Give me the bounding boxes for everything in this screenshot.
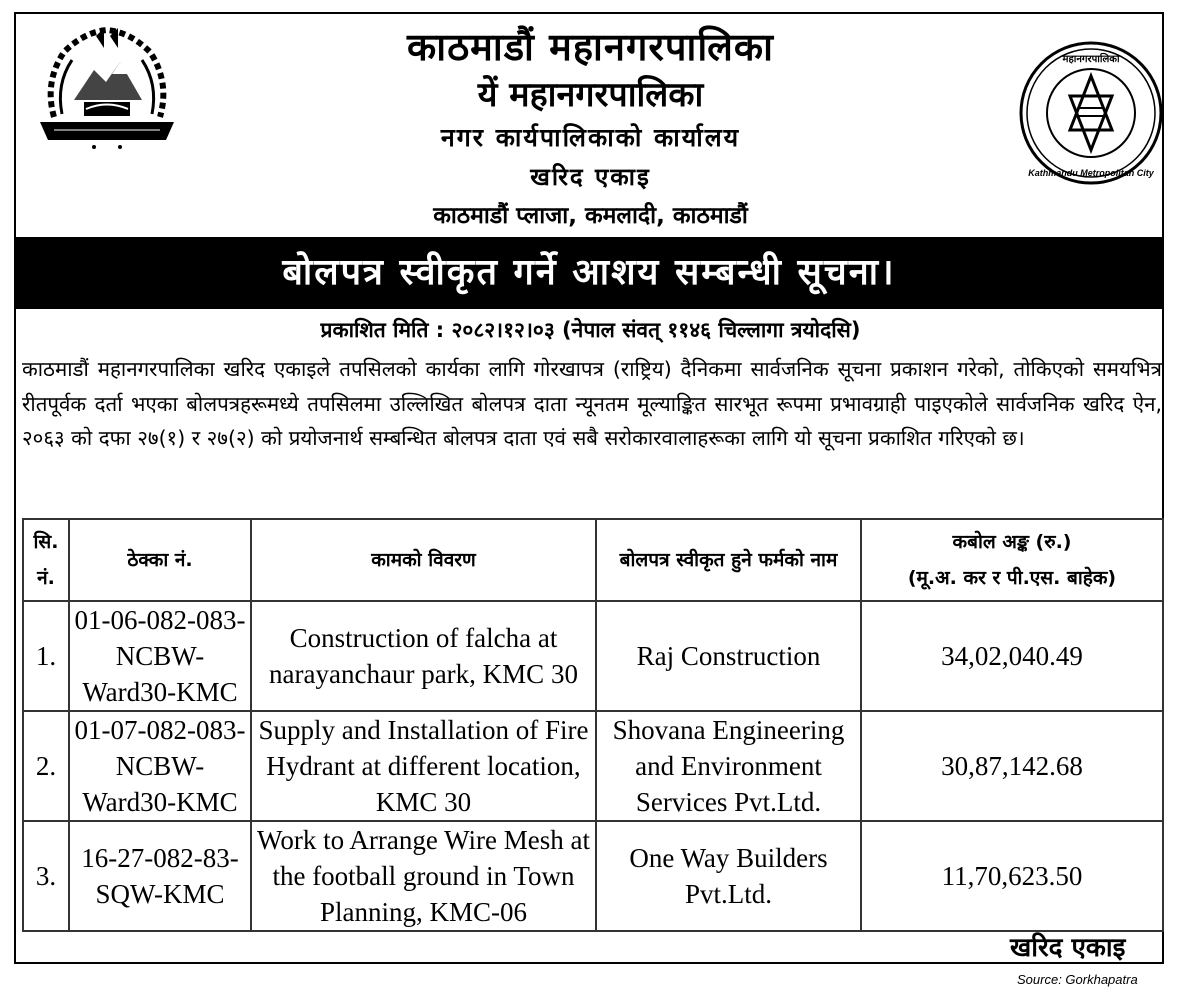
notice-body: काठमाडौं महानगरपालिका खरिद एकाइले तपसिलको कार्यका लागि गोरखापत्र (राष्ट्रिय) दैनिकमा सार्वजनिक सूचना प्रकाशन गरेको, तोकिएको समयभित्र रीतपूर्वक दर्ता भएका बोलपत्रहरूमध्ये तपसिलमा उल्लिखित बोलपत्र दाता न्यूनतम मूल्याङ्कित सारभूत रूपमा प्रभावग्राही पाइएकोले सार्वजनिक खरिद ऐन, २०६३ को दफा २७(१) र २७(२) को प्रयोजनार्थ सम्बन्धित बोलपत्र दाता एवं सबै सरोकारवालाहरूका लागि यो सूचना प्रकाशित गरिएको छ। [22, 357, 1162, 450]
table-row [23, 601, 1163, 711]
header-amount [861, 519, 1163, 601]
source-credit: Source: Gorkhapatra [1017, 972, 1138, 987]
header-amount-line1: कबोल अङ्क (रु.) [952, 531, 1072, 553]
org-title-newari: यें महानगरपालिका [477, 75, 704, 115]
published-date: प्रकाशित मिति : २०८२।१२।०३ (नेपाल संवत् ११४६ चिल्लागा त्रयोदसि) [320, 318, 861, 342]
org-title: काठमाडौं महानगरपालिका [407, 25, 774, 69]
row-amount: 30,87,142.68 [861, 711, 1163, 821]
header-contract: ठेक्का नं. [69, 519, 251, 601]
svg-text:Kathmandu Metropolitan City: Kathmandu Metropolitan City [1028, 168, 1154, 178]
row-contract: 01-07-082-083-NCBW-Ward30-KMC [69, 711, 251, 821]
header-description: कामको विवरण [251, 519, 596, 601]
table-header-row [23, 519, 1163, 601]
row-description: Construction of falcha at narayanchaur park, KMC 30 [251, 601, 596, 711]
office-address: काठमाडौं प्लाजा, कमलादी, काठमाडौं [433, 203, 748, 229]
row-sn: 2. [23, 711, 69, 821]
svg-text:महानगरपालिका: महानगरपालिका [1062, 54, 1120, 65]
header-amount-line2: (मू.अ. कर र पी.एस. बाहेक) [907, 567, 1117, 589]
row-firm: One Way Builders Pvt.Ltd. [596, 821, 861, 931]
row-amount: 11,70,623.50 [861, 821, 1163, 931]
table-row [23, 821, 1163, 931]
unit-name: खरिद एकाइ [530, 163, 651, 191]
row-sn: 1. [23, 601, 69, 711]
table-row [23, 711, 1163, 821]
office-name: नगर कार्यपालिकाको कार्यालय [440, 123, 741, 152]
row-contract: 01-06-082-083-NCBW-Ward30-KMC [69, 601, 251, 711]
signature-unit: खरिद एकाइ [1010, 933, 1126, 963]
row-firm: Shovana Engineering and Environment Services Pvt.Ltd. [596, 711, 861, 821]
header-sn: सि. नं. [23, 519, 69, 601]
row-firm: Raj Construction [596, 601, 861, 711]
row-description: Supply and Installation of Fire Hydrant at different location, KMC 30 [251, 711, 596, 821]
bid-table [22, 518, 1164, 932]
row-amount: 34,02,040.49 [861, 601, 1163, 711]
row-description: Work to Arrange Wire Mesh at the football ground in Town Planning, KMC-06 [251, 821, 596, 931]
notice-title-banner: बोलपत्र स्वीकृत गर्ने आशय सम्बन्धी सूचना। [14, 237, 1164, 309]
header-firm: बोलपत्र स्वीकृत हुने फर्मको नाम [596, 519, 861, 601]
row-contract: 16-27-082-83-SQW-KMC [69, 821, 251, 931]
row-sn: 3. [23, 821, 69, 931]
